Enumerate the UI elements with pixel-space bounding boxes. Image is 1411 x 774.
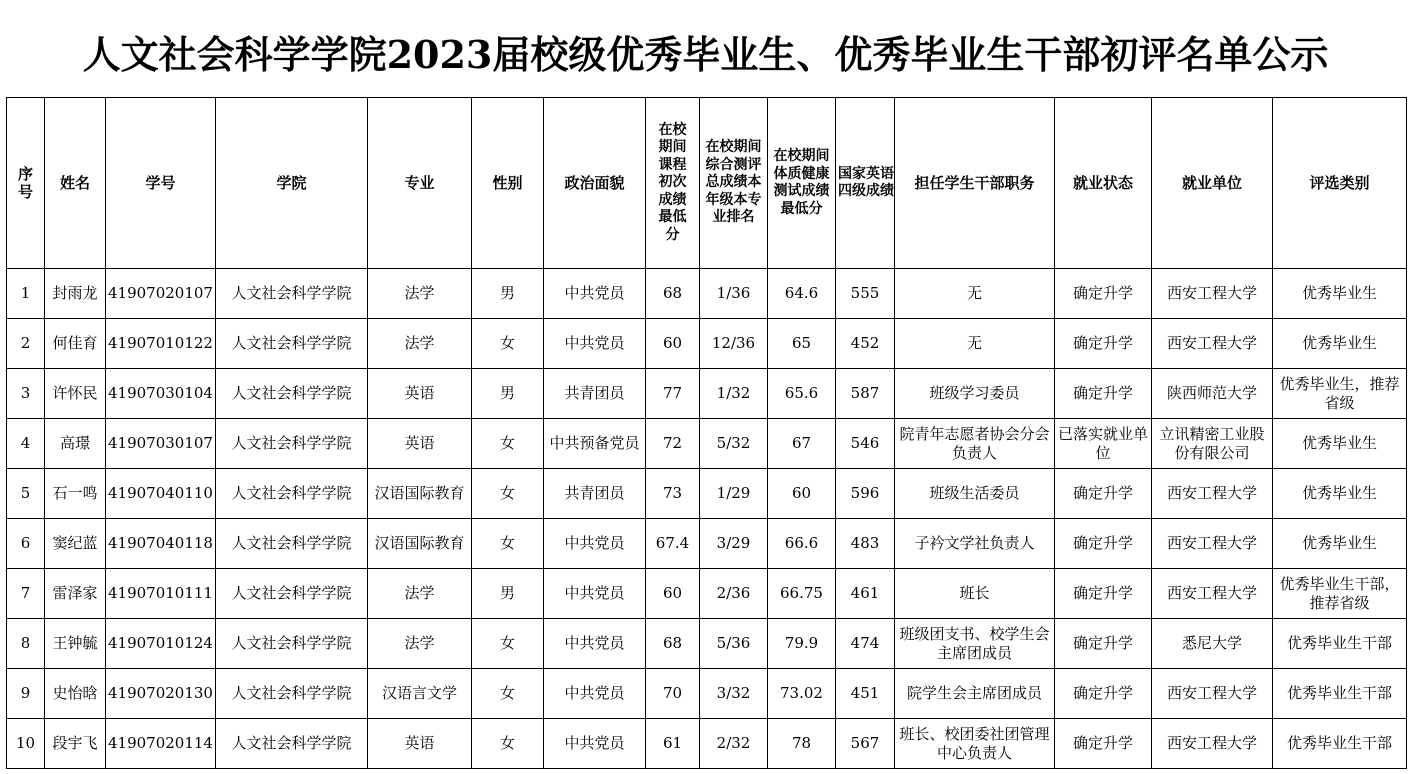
table-row <box>7 569 1407 619</box>
cell-cet4: 451 <box>836 669 895 719</box>
cell-min-score: 61 <box>646 719 700 769</box>
cell-college: 人文社会科学学院 <box>216 519 368 569</box>
header-student-id: 学号 <box>106 98 216 269</box>
cell-category: 优秀毕业生 <box>1273 319 1407 369</box>
cell-college: 人文社会科学学院 <box>216 419 368 469</box>
cell-cet4: 546 <box>836 419 895 469</box>
table-row <box>7 619 1407 669</box>
cell-political-status: 中共党员 <box>544 569 646 619</box>
cell-cet4: 596 <box>836 469 895 519</box>
cell-employment-status: 确定升学 <box>1055 369 1152 419</box>
cell-category: 优秀毕业生干部，推荐省级 <box>1273 569 1407 619</box>
cell-category: 优秀毕业生干部 <box>1273 619 1407 669</box>
cell-student-id: 41907030104 <box>106 369 216 419</box>
cell-rank: 3/32 <box>700 669 768 719</box>
cell-name: 许怀民 <box>45 369 106 419</box>
cell-political-status: 中共党员 <box>544 519 646 569</box>
page-title: 人文社会科学学院2023届校级优秀毕业生、优秀毕业生干部初评名单公示 <box>82 32 1329 77</box>
header-min-score-label: 在校期间课程初次成绩最低分 <box>658 121 687 243</box>
cell-name: 高璟 <box>45 419 106 469</box>
cell-cet4: 555 <box>836 269 895 319</box>
cell-college: 人文社会科学学院 <box>216 319 368 369</box>
cell-gender: 女 <box>472 419 544 469</box>
cell-political-status: 共青团员 <box>544 369 646 419</box>
cell-employment-status: 确定升学 <box>1055 619 1152 669</box>
candidate-table <box>6 97 1407 769</box>
cell-position: 班长、校团委社团管理中心负责人 <box>895 719 1055 769</box>
cell-fitness: 64.6 <box>768 269 836 319</box>
cell-employer: 西安工程大学 <box>1152 669 1273 719</box>
cell-student-id: 41907010122 <box>106 319 216 369</box>
cell-index: 5 <box>7 469 45 519</box>
header-fitness <box>768 98 836 269</box>
header-min-score <box>646 98 700 269</box>
header-name: 姓名 <box>45 98 106 269</box>
cell-name: 史怡晗 <box>45 669 106 719</box>
cell-gender: 男 <box>472 369 544 419</box>
cell-rank: 1/29 <box>700 469 768 519</box>
table-row <box>7 319 1407 369</box>
cell-min-score: 72 <box>646 419 700 469</box>
cell-name: 雷泽家 <box>45 569 106 619</box>
cell-name: 石一鸣 <box>45 469 106 519</box>
cell-rank: 5/32 <box>700 419 768 469</box>
cell-name: 段宇飞 <box>45 719 106 769</box>
cell-employer: 立讯精密工业股份有限公司 <box>1152 419 1273 469</box>
cell-fitness: 65.6 <box>768 369 836 419</box>
cell-index: 10 <box>7 719 45 769</box>
cell-fitness: 78 <box>768 719 836 769</box>
cell-gender: 男 <box>472 569 544 619</box>
cell-student-id: 41907010111 <box>106 569 216 619</box>
cell-index: 1 <box>7 269 45 319</box>
cell-political-status: 中共党员 <box>544 619 646 669</box>
cell-category: 优秀毕业生 <box>1273 269 1407 319</box>
cell-fitness: 67 <box>768 419 836 469</box>
cell-index: 9 <box>7 669 45 719</box>
header-rank <box>700 98 768 269</box>
cell-major: 法学 <box>368 319 472 369</box>
cell-position: 院青年志愿者协会分会负责人 <box>895 419 1055 469</box>
header-employment-status: 就业状态 <box>1055 98 1152 269</box>
cell-gender: 女 <box>472 719 544 769</box>
cell-employer: 西安工程大学 <box>1152 519 1273 569</box>
cell-major: 汉语言文学 <box>368 669 472 719</box>
header-gender: 性别 <box>472 98 544 269</box>
cell-rank: 2/32 <box>700 719 768 769</box>
cell-position: 院学生会主席团成员 <box>895 669 1055 719</box>
cell-fitness: 60 <box>768 469 836 519</box>
cell-fitness: 79.9 <box>768 619 836 669</box>
header-position: 担任学生干部职务 <box>895 98 1055 269</box>
cell-rank: 1/36 <box>700 269 768 319</box>
table-header-row <box>7 98 1407 269</box>
cell-college: 人文社会科学学院 <box>216 269 368 319</box>
cell-min-score: 67.4 <box>646 519 700 569</box>
cell-rank: 2/36 <box>700 569 768 619</box>
cell-gender: 女 <box>472 319 544 369</box>
cell-fitness: 66.75 <box>768 569 836 619</box>
cell-min-score: 68 <box>646 619 700 669</box>
cell-employment-status: 确定升学 <box>1055 269 1152 319</box>
header-fitness-label: 在校期间体质健康测试成绩最低分 <box>773 148 830 217</box>
cell-employer: 西安工程大学 <box>1152 719 1273 769</box>
cell-rank: 1/32 <box>700 369 768 419</box>
cell-position: 班级团支书、校学生会主席团成员 <box>895 619 1055 669</box>
table-row <box>7 419 1407 469</box>
cell-fitness: 73.02 <box>768 669 836 719</box>
cell-student-id: 41907030107 <box>106 419 216 469</box>
cell-name: 封雨龙 <box>45 269 106 319</box>
cell-position: 班级生活委员 <box>895 469 1055 519</box>
cell-cet4: 587 <box>836 369 895 419</box>
cell-position: 无 <box>895 269 1055 319</box>
table-row <box>7 519 1407 569</box>
cell-college: 人文社会科学学院 <box>216 669 368 719</box>
cell-min-score: 68 <box>646 269 700 319</box>
cell-index: 2 <box>7 319 45 369</box>
table-row <box>7 469 1407 519</box>
cell-fitness: 65 <box>768 319 836 369</box>
cell-student-id: 41907040118 <box>106 519 216 569</box>
cell-major: 汉语国际教育 <box>368 519 472 569</box>
cell-index: 4 <box>7 419 45 469</box>
cell-employment-status: 已落实就业单位 <box>1055 419 1152 469</box>
cell-employment-status: 确定升学 <box>1055 719 1152 769</box>
header-index <box>7 98 45 269</box>
cell-index: 6 <box>7 519 45 569</box>
cell-cet4: 461 <box>836 569 895 619</box>
cell-political-status: 中共党员 <box>544 319 646 369</box>
cell-employment-status: 确定升学 <box>1055 519 1152 569</box>
cell-employer: 西安工程大学 <box>1152 269 1273 319</box>
cell-college: 人文社会科学学院 <box>216 719 368 769</box>
cell-major: 法学 <box>368 569 472 619</box>
cell-student-id: 41907020114 <box>106 719 216 769</box>
cell-major: 法学 <box>368 269 472 319</box>
cell-fitness: 66.6 <box>768 519 836 569</box>
cell-name: 王钟毓 <box>45 619 106 669</box>
header-employer: 就业单位 <box>1152 98 1273 269</box>
cell-gender: 女 <box>472 469 544 519</box>
cell-gender: 女 <box>472 619 544 669</box>
cell-major: 英语 <box>368 369 472 419</box>
cell-cet4: 452 <box>836 319 895 369</box>
cell-category: 优秀毕业生，推荐省级 <box>1273 369 1407 419</box>
cell-rank: 5/36 <box>700 619 768 669</box>
cell-cet4: 483 <box>836 519 895 569</box>
cell-political-status: 中共党员 <box>544 719 646 769</box>
table-row <box>7 369 1407 419</box>
cell-employer: 西安工程大学 <box>1152 569 1273 619</box>
cell-category: 优秀毕业生 <box>1273 469 1407 519</box>
cell-employer: 悉尼大学 <box>1152 619 1273 669</box>
cell-major: 英语 <box>368 419 472 469</box>
cell-political-status: 共青团员 <box>544 469 646 519</box>
cell-category: 优秀毕业生 <box>1273 519 1407 569</box>
cell-employment-status: 确定升学 <box>1055 669 1152 719</box>
table-row <box>7 719 1407 769</box>
cell-min-score: 73 <box>646 469 700 519</box>
table-body <box>7 269 1407 769</box>
cell-college: 人文社会科学学院 <box>216 619 368 669</box>
cell-index: 3 <box>7 369 45 419</box>
header-major: 专业 <box>368 98 472 269</box>
header-rank-label: 在校期间综合测评总成绩本年级本专业排名 <box>705 139 762 226</box>
cell-category: 优秀毕业生干部 <box>1273 719 1407 769</box>
cell-cet4: 567 <box>836 719 895 769</box>
cell-gender: 女 <box>472 669 544 719</box>
cell-name: 窦纪蓝 <box>45 519 106 569</box>
cell-student-id: 41907020130 <box>106 669 216 719</box>
cell-cet4: 474 <box>836 619 895 669</box>
cell-category: 优秀毕业生 <box>1273 419 1407 469</box>
cell-college: 人文社会科学学院 <box>216 569 368 619</box>
cell-employer: 陕西师范大学 <box>1152 369 1273 419</box>
header-category: 评选类别 <box>1273 98 1407 269</box>
cell-student-id: 41907040110 <box>106 469 216 519</box>
cell-major: 法学 <box>368 619 472 669</box>
cell-category: 优秀毕业生干部 <box>1273 669 1407 719</box>
header-college: 学院 <box>216 98 368 269</box>
cell-rank: 3/29 <box>700 519 768 569</box>
cell-employment-status: 确定升学 <box>1055 569 1152 619</box>
cell-name: 何佳育 <box>45 319 106 369</box>
cell-political-status: 中共预备党员 <box>544 419 646 469</box>
header-cet4 <box>836 98 895 269</box>
cell-college: 人文社会科学学院 <box>216 369 368 419</box>
cell-index: 7 <box>7 569 45 619</box>
table-row <box>7 269 1407 319</box>
header-cet4-label: 国家英语四级成绩 <box>838 165 894 199</box>
cell-position: 班长 <box>895 569 1055 619</box>
cell-gender: 女 <box>472 519 544 569</box>
cell-position: 子衿文学社负责人 <box>895 519 1055 569</box>
cell-employment-status: 确定升学 <box>1055 469 1152 519</box>
header-index-label: 序号 <box>17 165 33 201</box>
cell-employment-status: 确定升学 <box>1055 319 1152 369</box>
cell-gender: 男 <box>472 269 544 319</box>
cell-employer: 西安工程大学 <box>1152 469 1273 519</box>
cell-min-score: 77 <box>646 369 700 419</box>
cell-major: 汉语国际教育 <box>368 469 472 519</box>
cell-political-status: 中共党员 <box>544 269 646 319</box>
header-political-status: 政治面貌 <box>544 98 646 269</box>
cell-min-score: 60 <box>646 319 700 369</box>
table-row <box>7 669 1407 719</box>
cell-political-status: 中共党员 <box>544 669 646 719</box>
cell-employer: 西安工程大学 <box>1152 319 1273 369</box>
cell-student-id: 41907010124 <box>106 619 216 669</box>
cell-rank: 12/36 <box>700 319 768 369</box>
cell-min-score: 70 <box>646 669 700 719</box>
cell-college: 人文社会科学学院 <box>216 469 368 519</box>
cell-index: 8 <box>7 619 45 669</box>
cell-min-score: 60 <box>646 569 700 619</box>
cell-student-id: 41907020107 <box>106 269 216 319</box>
cell-position: 无 <box>895 319 1055 369</box>
cell-position: 班级学习委员 <box>895 369 1055 419</box>
cell-major: 英语 <box>368 719 472 769</box>
